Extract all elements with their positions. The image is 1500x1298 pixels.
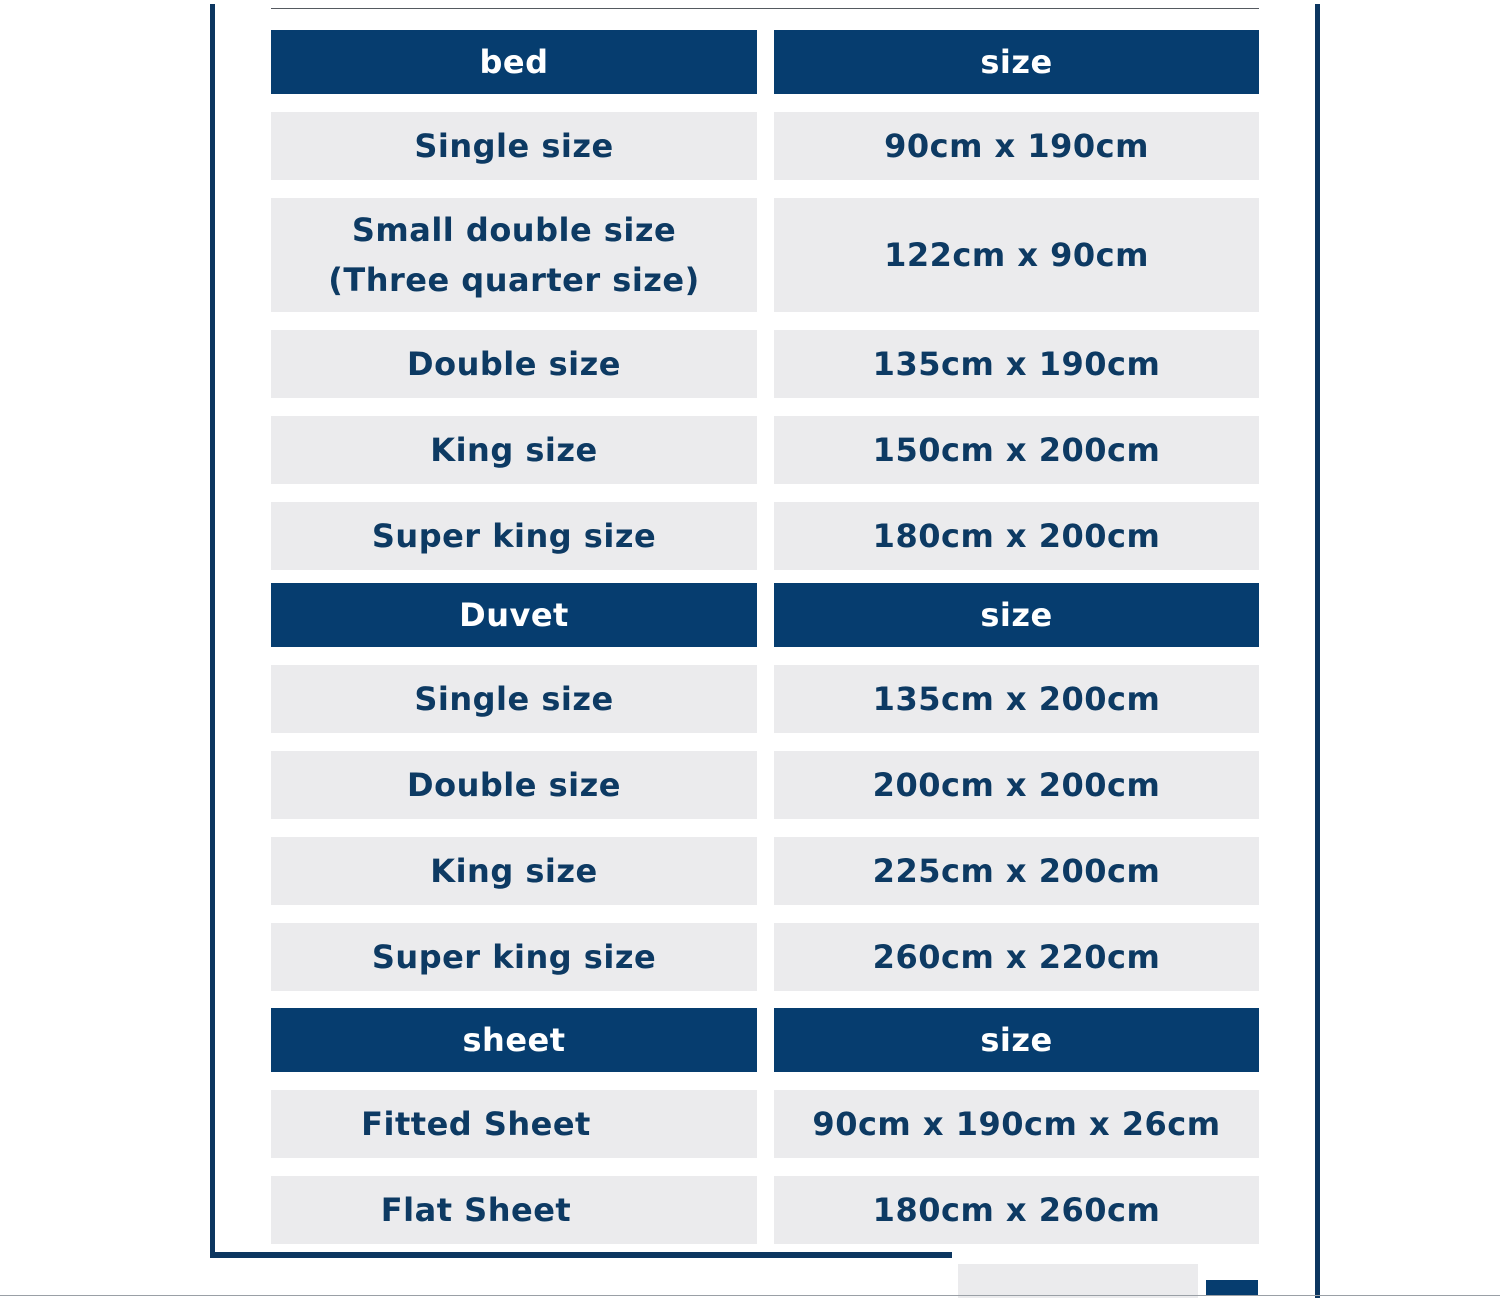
sheet-header-label: sheet (271, 1008, 757, 1072)
bottom-divider (0, 1295, 1500, 1296)
table-row-item: Double size (271, 330, 757, 398)
top-divider (271, 8, 1259, 9)
table-row-item: King size (271, 416, 757, 484)
table-row-item-line2: (Three quarter size) (328, 261, 700, 299)
frame-right-border (1315, 4, 1320, 1298)
table-row-size: 90cm x 190cm x 26cm (774, 1090, 1259, 1158)
table-row-item-line1: Small double size (351, 211, 677, 249)
table-row-item: Fitted Sheet (271, 1090, 757, 1158)
table-row-item-two-line (271, 198, 757, 312)
cropped-overlay-corner (1206, 1280, 1258, 1296)
table-row-item: Single size (271, 665, 757, 733)
table-row-item: Flat Sheet (271, 1176, 757, 1244)
duvet-header-label: Duvet (271, 583, 757, 647)
table-row-size: 180cm x 200cm (774, 502, 1259, 570)
bed-header-label: bed (271, 30, 757, 94)
table-row-size: 180cm x 260cm (774, 1176, 1259, 1244)
table-row-size: 225cm x 200cm (774, 837, 1259, 905)
frame-bottom-border (210, 1252, 952, 1258)
table-row-item: Double size (271, 751, 757, 819)
frame-left-border (210, 4, 215, 1258)
bed-size-header-label: size (774, 30, 1259, 94)
cropped-overlay-panel (958, 1264, 1198, 1298)
table-row-size: 200cm x 200cm (774, 751, 1259, 819)
table-row-size: 90cm x 190cm (774, 112, 1259, 180)
table-row-size: 122cm x 90cm (774, 198, 1259, 312)
table-row-size: 150cm x 200cm (774, 416, 1259, 484)
table-row-item: Super king size (271, 502, 757, 570)
table-row-size: 260cm x 220cm (774, 923, 1259, 991)
sheet-size-header-label: size (774, 1008, 1259, 1072)
table-row-item: Super king size (271, 923, 757, 991)
table-row-item: Single size (271, 112, 757, 180)
table-row-item: King size (271, 837, 757, 905)
table-row-size: 135cm x 190cm (774, 330, 1259, 398)
table-row-size: 135cm x 200cm (774, 665, 1259, 733)
duvet-size-header-label: size (774, 583, 1259, 647)
